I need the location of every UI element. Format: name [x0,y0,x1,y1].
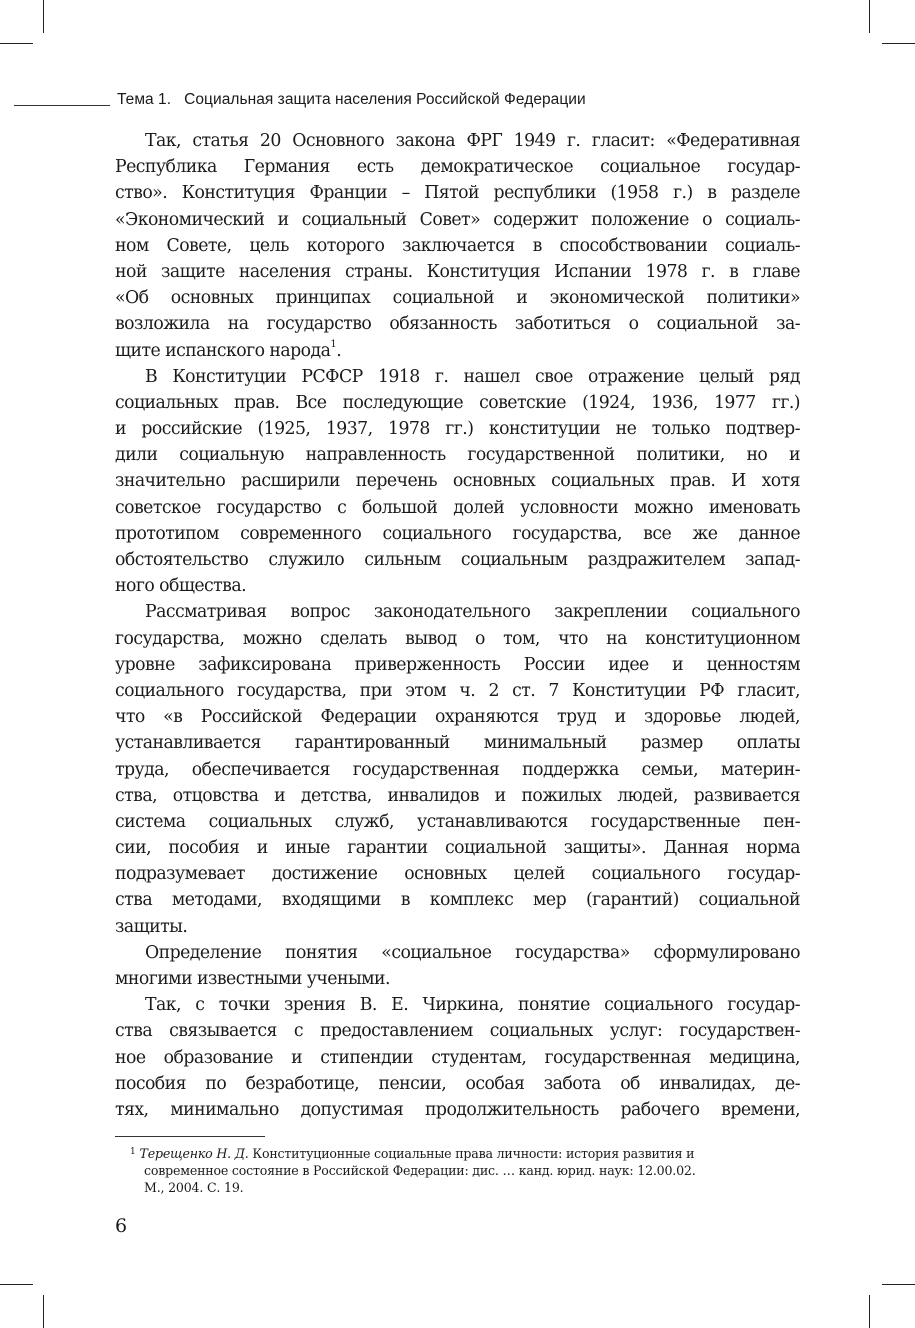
footnote-line: современное состояние в Российской Федерации: дис. … канд. юрид. наук: 12.00.02. [144,1163,696,1178]
text-line: значительно расширили перечень основных социальных прав. И хотя [115,471,800,492]
running-header [14,88,834,112]
text-line: советское государство с большой долей условности можно именовать [115,497,800,518]
crop-mark [882,43,915,44]
header-rule [14,105,110,106]
text-line: уровне зафиксирована приверженность России идее и ценностям [115,654,800,675]
text-line: Республика Германия есть демократическое социальное государ- [115,157,800,178]
text-line: ное образование и стипендии студентам, государственная медицина, [115,1047,800,1068]
text-line: система социальных служб, устанавливаются государственные пен- [115,811,800,832]
text-line: Определение понятия «социальное государства» сформулировано [145,942,800,963]
text-line: дили социальную направленность государственной политики, но и [115,445,800,466]
footnote-text: Конституционные социальные права личности: история развития и [248,1146,695,1161]
footnote [115,1145,800,1196]
text-line: ства методами, входящими в комплекс мер (гарантий) социальной [115,890,800,911]
sentence-period: . [336,340,342,361]
text-segment: щите испанского народа [115,340,331,361]
crop-mark [0,1284,33,1285]
text-line: защиты. [115,916,188,937]
text-line: ство». Конституция Франции – Пятой республики (1958 г.) в разделе [115,183,800,204]
crop-mark [43,0,44,33]
text-line: ства, отцовства и детства, инвалидов и пожилых людей, развивается [115,785,800,806]
page-number: 6 [115,1215,128,1237]
header-title: Тема 1. Социальная защита населения Российской Федерации [117,91,586,108]
footnote-rule [115,1136,265,1137]
footnote-author: Терещенко Н. Д. [139,1146,249,1161]
crop-mark [0,43,33,44]
text-line: прототипом современного социального государства, все же данное [115,523,800,544]
text-line: устанавливается гарантированный минимальный размер оплаты [115,733,800,754]
text-line: что «в Российской Федерации охраняются труд и здоровье людей, [115,707,800,728]
text-line: Так, с точки зрения В. Е. Чиркина, понятие социального государ- [145,995,800,1016]
text-line: ства связывается с предоставлением социальных услуг: государствен- [115,1021,800,1042]
text-line: обстоятельство служило сильным социальным раздражителем запад- [115,550,800,570]
text-line: государства, можно сделать вывод о том, что на конституционном [115,628,800,649]
text-line: «Об основных принципах социальной и экономической политики» [115,288,800,309]
text-line: пособия по безработице, пенсии, особая забота об инвалидах, де- [115,1073,800,1094]
text-line: тях, минимально допустимая продолжительность рабочего времени, [115,1099,800,1120]
text-line-last [115,338,800,364]
text-line: подразумевает достижение основных целей социального государ- [115,864,800,885]
text-line: сии, пособия и иные гарантии социальной защиты». Данная норма [115,838,800,859]
text-line: многими известными учеными. [115,969,390,989]
text-line: Рассматривая вопрос законодательного закреплении социального [145,602,800,623]
footnote-number: 1 [130,1147,136,1157]
crop-mark [869,1295,870,1328]
text-line: ной защите населения страны. Конституция Испании 1978 г. в главе [115,261,800,282]
text-line: социальных прав. Все последующие советские (1924, 1936, 1977 гг.) [115,392,800,413]
text-line: и российские (1925, 1937, 1978 гг.) конституции не только подтвер- [115,419,800,440]
text-line: В Конституции РСФСР 1918 г. нашел свое отражение целый ряд [145,366,800,387]
crop-mark [43,1295,44,1328]
text-line: «Экономический и социальный Совет» содержит положение о социаль- [115,209,800,230]
crop-mark [869,0,870,33]
footnote-line: М., 2004. С. 19. [144,1180,244,1195]
text-line: социального государства, при этом ч. 2 ст. 7 Конституции РФ гласит, [115,680,800,701]
text-line: труда, обеспечивается государственная поддержка семьи, материн- [115,759,800,780]
footnote-reference[interactable]: 1 [330,338,337,350]
footnote-line [115,1145,800,1162]
body-text [115,128,800,1123]
crop-mark [882,1284,915,1285]
text-line: Так, статья 20 Основного закона ФРГ 1949 г. гласит: «Федеративная [145,131,800,151]
text-line: ного общества. [115,576,247,597]
text-line: возложила на государство обязанность заботиться о социальной за- [115,314,800,335]
text-line: ном Совете, цель которого заключается в способствовании социаль- [115,235,800,256]
